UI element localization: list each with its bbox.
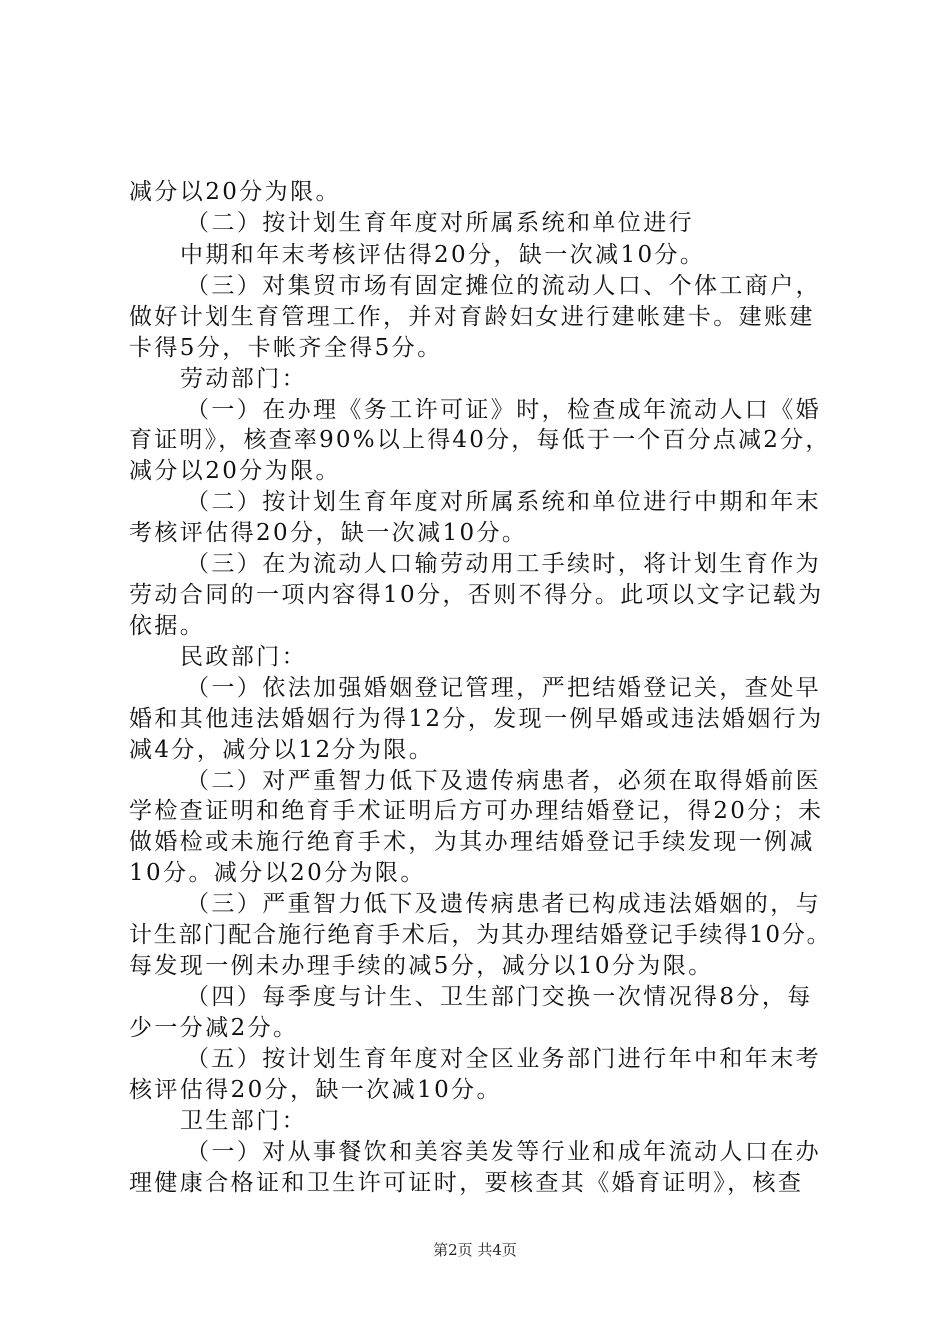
text-line: 每发现一例未办理手续的减5分，减分以10分为限。 <box>129 953 714 979</box>
text-line: 劳动合同的一项内容得10分，否则不得分。此项以文字记载为 <box>129 582 824 608</box>
section-heading: 卫生部门： <box>180 1108 307 1134</box>
text-line: 理健康合格证和卫生许可证时，要核查其《婚育证明》，核查 <box>129 1170 804 1196</box>
text-line: （二）对严重智力低下及遗传病患者，必须在取得婚前医 <box>186 768 821 794</box>
page-number-footer: 第2页 共4页 <box>433 1241 517 1259</box>
text-line: 做好计划生育管理工作，并对育龄妇女进行建帐建卡。建账建 <box>129 304 815 330</box>
text-line: （五）按计划生育年度对全区业务部门进行年中和年末考 <box>186 1046 821 1072</box>
text-line: 少一分减2分。 <box>129 1015 299 1041</box>
text-line: 10分。减分以20分为限。 <box>129 860 426 886</box>
text-line: 学检查证明和绝育手术证明后方可办理结婚登记，得20分；未 <box>129 798 824 824</box>
text-line: （三）严重智力低下及遗传病患者已构成违法婚姻的，与 <box>186 891 821 917</box>
text-line: （三）在为流动人口输劳动用工手续时，将计划生育作为 <box>186 551 821 577</box>
text-line: （二）按计划生育年度对所属系统和单位进行 <box>186 210 694 236</box>
text-line: 做婚检或未施行绝育手术，为其办理结婚登记手续发现一例减 <box>129 829 815 855</box>
text-line: （一）在办理《务工许可证》时，检查成年流动人口《婚 <box>186 397 821 423</box>
text-line: 减分以20分为限。 <box>129 458 341 484</box>
section-heading: 民政部门： <box>180 644 307 670</box>
text-line: 核评估得20分，缺一次减10分。 <box>129 1077 502 1103</box>
text-line: 依据。 <box>129 613 206 639</box>
text-line: 中期和年末考核评估得20分，缺一次减10分。 <box>180 242 706 268</box>
text-line: 计生部门配合施行绝育手术后，为其办理结婚登记手续得10分。 <box>129 922 832 948</box>
text-line: 减分以20分为限。 <box>129 179 341 205</box>
text-line: （一）对从事餐饮和美容美发等行业和成年流动人口在办 <box>186 1139 821 1165</box>
section-heading: 劳动部门： <box>180 366 307 392</box>
text-line: 考核评估得20分，缺一次减10分。 <box>129 520 528 546</box>
text-line: （一）依法加强婚姻登记管理，严把结婚登记关，查处早 <box>186 675 821 701</box>
text-line: （四）每季度与计生、卫生部门交换一次情况得8分，每 <box>186 984 813 1010</box>
text-line: 育证明》，核查率90%以上得40分，每低于一个百分点减2分， <box>129 427 831 453</box>
text-line: 减4分，减分以12分为限。 <box>129 737 435 763</box>
text-line: 婚和其他违法婚姻行为得12分，发现一例早婚或违法婚姻行为 <box>129 706 824 732</box>
text-line: 卡得5分，卡帐齐全得5分。 <box>129 335 443 361</box>
text-line: （二）按计划生育年度对所属系统和单位进行中期和年末 <box>186 489 821 515</box>
text-line: （三）对集贸市场有固定摊位的流动人口、个体工商户， <box>186 273 821 299</box>
